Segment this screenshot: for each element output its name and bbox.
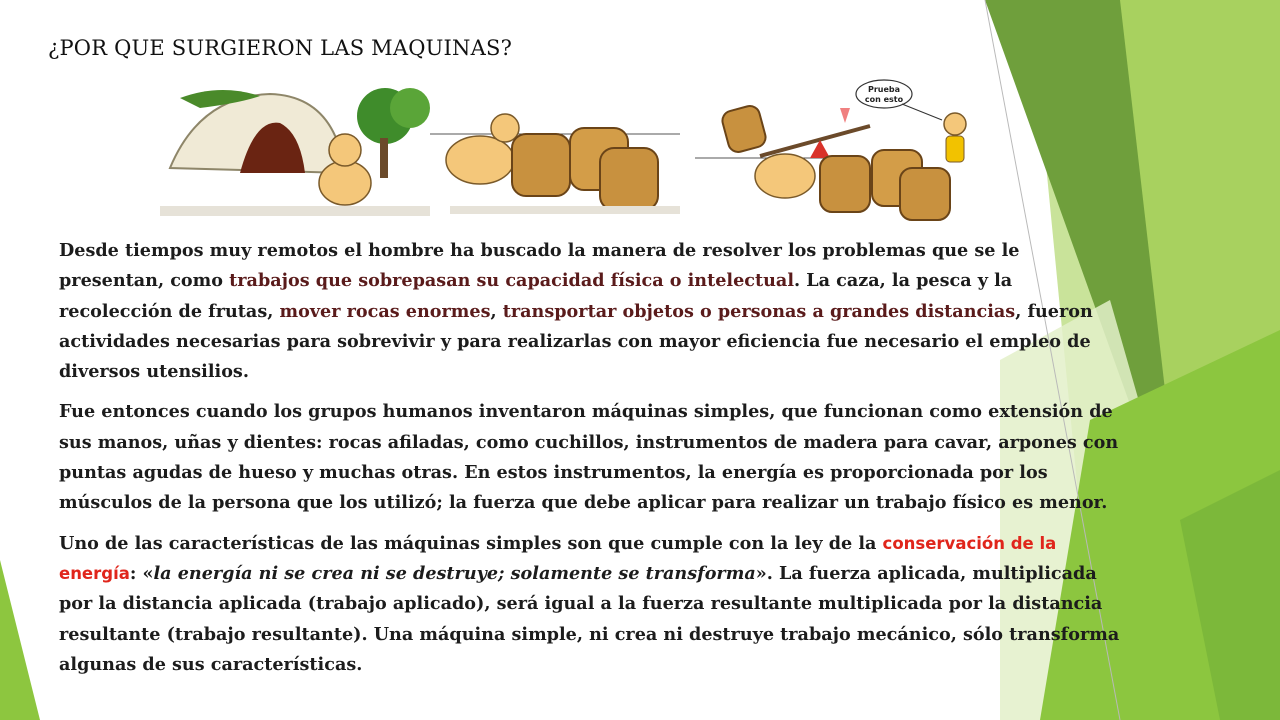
caveman-head — [329, 134, 361, 166]
pushing-barrels-scene — [446, 114, 680, 214]
p1-text-3: , — [490, 300, 503, 322]
barrel-icon — [720, 104, 768, 154]
body-text — [59, 236, 1121, 690]
p1-highlight-1: trabajos que sobrepasan su capacidad física o intelectual — [229, 270, 795, 292]
caveman-lever — [755, 154, 815, 198]
caveman-machines-illustration — [160, 78, 980, 224]
paragraph-1 — [59, 236, 1121, 387]
tree-trunk — [380, 138, 388, 178]
boy-body — [946, 136, 964, 162]
p3-text-1: Uno de las características de las máquinas simples son que cumple con la ley de la — [59, 532, 883, 554]
speech-bubble-line-1: Prueba — [867, 85, 901, 94]
p3-emphasis-red: conservación de la energía — [59, 533, 1057, 583]
barrel-icon — [600, 148, 658, 210]
ground-line — [450, 206, 680, 214]
left-corner-triangle — [0, 560, 40, 720]
p3-text-2: : « — [129, 562, 154, 584]
speech-bubble-line-2: con esto — [864, 95, 904, 104]
p1-highlight-3: transportar objetos o personas a grandes distancias — [502, 300, 1016, 322]
caveman-pushing-head — [491, 114, 519, 142]
speech-bubble-tail — [902, 104, 942, 120]
p3-quote: la energía ni se crea ni se destruye; solamente se transforma — [153, 562, 756, 584]
lever-scene — [720, 80, 966, 220]
arrow-icon — [840, 108, 850, 123]
p1-text-2: . La caza, la pesca y la recolección de frutas, — [59, 270, 1013, 322]
page-title: ¿POR QUE SURGIERON LAS MAQUINAS? — [48, 36, 513, 60]
p1-text-4: , fueron actividades necesarias para sobrevivir y para realizarlas con mayor eficiencia fue necesario el empleo de diversos utensilios. — [59, 300, 1093, 383]
ground-line — [160, 206, 430, 216]
paragraph-2: Fue entonces cuando los grupos humanos inventaron máquinas simples, que funcionan como extensión de sus manos, uñas y dientes: rocas afiladas, como cuchillos, instrumentos de madera para cavar, arpones con puntas agudas de hueso y muchas otras. En estos instrumentos, la energía es proporcionada por los músculos de la persona que los utilizó; la fuerza que debe aplicar para realizar un trabajo físico es menor. — [59, 401, 1119, 514]
p1-highlight-2: mover rocas enormes — [279, 300, 491, 322]
barrel-icon — [820, 156, 870, 212]
barrel-icon — [900, 168, 950, 220]
p3-text-3: ». La fuerza aplicada, multiplicada por la distancia aplicada (trabajo aplicado), será igual a la fuerza resultante multiplicada por la distancia resultante (trabajo resultante). Una máquina simple, ni crea ni destruye trabajo mecánico, sólo transforma algunas de sus características. — [59, 562, 1120, 675]
caveman-pushing — [446, 136, 514, 184]
barrel-icon — [512, 134, 570, 196]
paragraph-3 — [59, 529, 1121, 680]
p1-text-1: Desde tiempos muy remotos el hombre ha buscado la manera de resolver los problemas que se le presentan, como — [59, 240, 1020, 292]
bush-icon-2 — [390, 88, 430, 128]
cave-scene — [160, 88, 430, 216]
boy-head — [944, 113, 966, 135]
caveman-body — [319, 161, 371, 205]
